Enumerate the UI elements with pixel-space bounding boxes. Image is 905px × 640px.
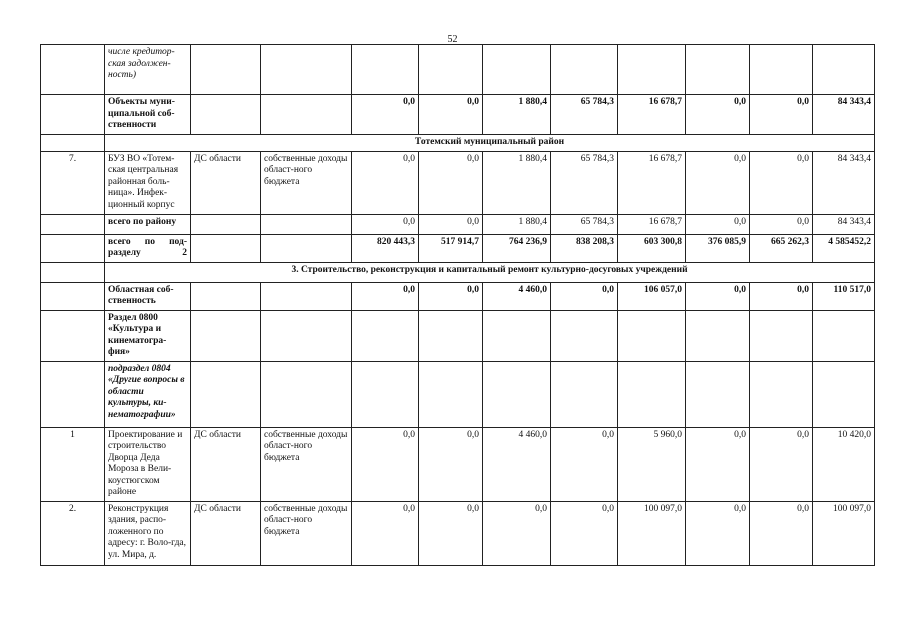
label-cell: Проектирование и строительство Дворца Деда Мороза в Вели-коустюгском районе [105,427,191,501]
value-cell [750,45,813,95]
value-cell [551,310,618,361]
value-cell: 0,0 [551,282,618,310]
value-cell: 0,0 [352,282,419,310]
funding-cell [261,214,352,234]
value-cell: 0,0 [750,501,813,565]
value-cell: 65 784,3 [551,95,618,135]
value-cell: 0,0 [419,151,483,214]
table-row [41,282,875,310]
value-cell: 100 097,0 [813,501,875,565]
section-header-row [41,134,875,151]
funding-cell [261,282,352,310]
table-row [41,427,875,501]
value-cell: 820 443,3 [352,234,419,262]
index-cell: 1 [41,427,105,501]
label-cell: Объекты муни-ципальной соб-ственности [105,95,191,135]
value-cell: 65 784,3 [551,214,618,234]
value-cell: 16 678,7 [618,151,686,214]
value-cell: 0,0 [750,214,813,234]
value-cell: 0,0 [551,501,618,565]
value-cell: 110 517,0 [813,282,875,310]
source-cell [191,361,261,427]
funding-cell: собственные доходы област-ного бюджета [261,501,352,565]
source-cell: ДС области [191,501,261,565]
label-cell: всего по району [105,214,191,234]
value-cell: 0,0 [419,95,483,135]
funding-cell [261,45,352,95]
funding-cell [261,361,352,427]
value-cell: 1 880,4 [483,151,551,214]
index-cell [41,214,105,234]
value-cell: 0,0 [750,427,813,501]
label-cell: БУЗ ВО «Тотем-ская центральная районная боль-ница». Инфек-ционный корпус [105,151,191,214]
value-cell [750,310,813,361]
value-cell [551,361,618,427]
value-cell [618,310,686,361]
value-cell [419,361,483,427]
value-cell [419,45,483,95]
index-cell [41,282,105,310]
value-cell [419,310,483,361]
table-row [41,361,875,427]
value-cell: 0,0 [352,95,419,135]
value-cell [686,45,750,95]
value-cell: 0,0 [419,282,483,310]
value-cell: 0,0 [352,501,419,565]
value-cell: 0,0 [419,501,483,565]
page-number: 52 [447,34,458,45]
value-cell [551,45,618,95]
funding-cell [261,95,352,135]
value-cell: 0,0 [352,151,419,214]
value-cell: 84 343,4 [813,151,875,214]
value-cell: 517 914,7 [419,234,483,262]
value-cell: 1 880,4 [483,95,551,135]
label-cell: Раздел 0800 «Культура и кинематогра-фия» [105,310,191,361]
value-cell: 764 236,9 [483,234,551,262]
value-cell: 0,0 [686,427,750,501]
value-cell: 0,0 [686,214,750,234]
source-cell [191,214,261,234]
index-cell: 2. [41,501,105,565]
value-cell: 65 784,3 [551,151,618,214]
label-cell: числе кредитор-ская задолжен-ность) [105,45,191,95]
value-cell [750,361,813,427]
index-cell [41,361,105,427]
value-cell [483,310,551,361]
label-cell: подраздел 0804 «Другие вопросы в области культуры, ки-нематографии» [105,361,191,427]
value-cell [352,310,419,361]
value-cell [352,361,419,427]
table-row [41,214,875,234]
funding-cell: собственные доходы област-ного бюджета [261,151,352,214]
district-heading: Тотемский муниципальный район [105,134,875,151]
source-cell: ДС области [191,151,261,214]
value-cell: 16 678,7 [618,214,686,234]
table-row [41,95,875,135]
funding-cell: собственные доходы област-ного бюджета [261,427,352,501]
index-cell [41,45,105,95]
value-cell: 100 097,0 [618,501,686,565]
value-cell: 0,0 [352,214,419,234]
value-cell: 603 300,8 [618,234,686,262]
source-cell [191,282,261,310]
section-header-row [41,262,875,282]
table-row [41,501,875,565]
section-heading: 3. Строительство, реконструкция и капитальный ремонт культурно-досуговых учреждений [105,262,875,282]
value-cell: 0,0 [686,501,750,565]
value-cell: 0,0 [750,282,813,310]
value-cell: 0,0 [551,427,618,501]
index-cell [41,310,105,361]
index-cell [41,134,105,151]
value-cell: 106 057,0 [618,282,686,310]
index-cell: 7. [41,151,105,214]
label-cell: Реконструкция здания, распо-ложенного по адресу: г. Воло-гда, ул. Мира, д. [105,501,191,565]
value-cell [686,310,750,361]
value-cell [813,361,875,427]
index-cell [41,95,105,135]
table-row [41,151,875,214]
index-cell [41,262,105,282]
label-cell: Областная соб-ственность [105,282,191,310]
funding-cell [261,310,352,361]
table-row [41,310,875,361]
value-cell: 0,0 [686,282,750,310]
value-cell: 5 960,0 [618,427,686,501]
value-cell: 0,0 [686,151,750,214]
label-cell: всего по под-разделу 2 [105,234,191,262]
value-cell [618,361,686,427]
value-cell: 0,0 [352,427,419,501]
value-cell [483,45,551,95]
value-cell: 0,0 [419,427,483,501]
budget-table [40,44,875,566]
value-cell: 665 262,3 [750,234,813,262]
value-cell: 84 343,4 [813,214,875,234]
source-cell [191,310,261,361]
source-cell [191,95,261,135]
value-cell: 4 460,0 [483,282,551,310]
value-cell: 376 085,9 [686,234,750,262]
value-cell [686,361,750,427]
value-cell [352,45,419,95]
value-cell: 0,0 [686,95,750,135]
source-cell: ДС области [191,427,261,501]
value-cell [813,45,875,95]
value-cell: 84 343,4 [813,95,875,135]
source-cell [191,45,261,95]
value-cell: 838 208,3 [551,234,618,262]
value-cell: 0,0 [419,214,483,234]
value-cell [618,45,686,95]
funding-cell [261,234,352,262]
index-cell [41,234,105,262]
value-cell: 1 880,4 [483,214,551,234]
value-cell: 10 420,0 [813,427,875,501]
value-cell: 0,0 [750,151,813,214]
value-cell: 4 585452,2 [813,234,875,262]
value-cell: 4 460,0 [483,427,551,501]
value-cell: 0,0 [750,95,813,135]
value-cell: 16 678,7 [618,95,686,135]
table-row [41,234,875,262]
source-cell [191,234,261,262]
value-cell [483,361,551,427]
value-cell: 0,0 [483,501,551,565]
value-cell [813,310,875,361]
table-row [41,45,875,95]
